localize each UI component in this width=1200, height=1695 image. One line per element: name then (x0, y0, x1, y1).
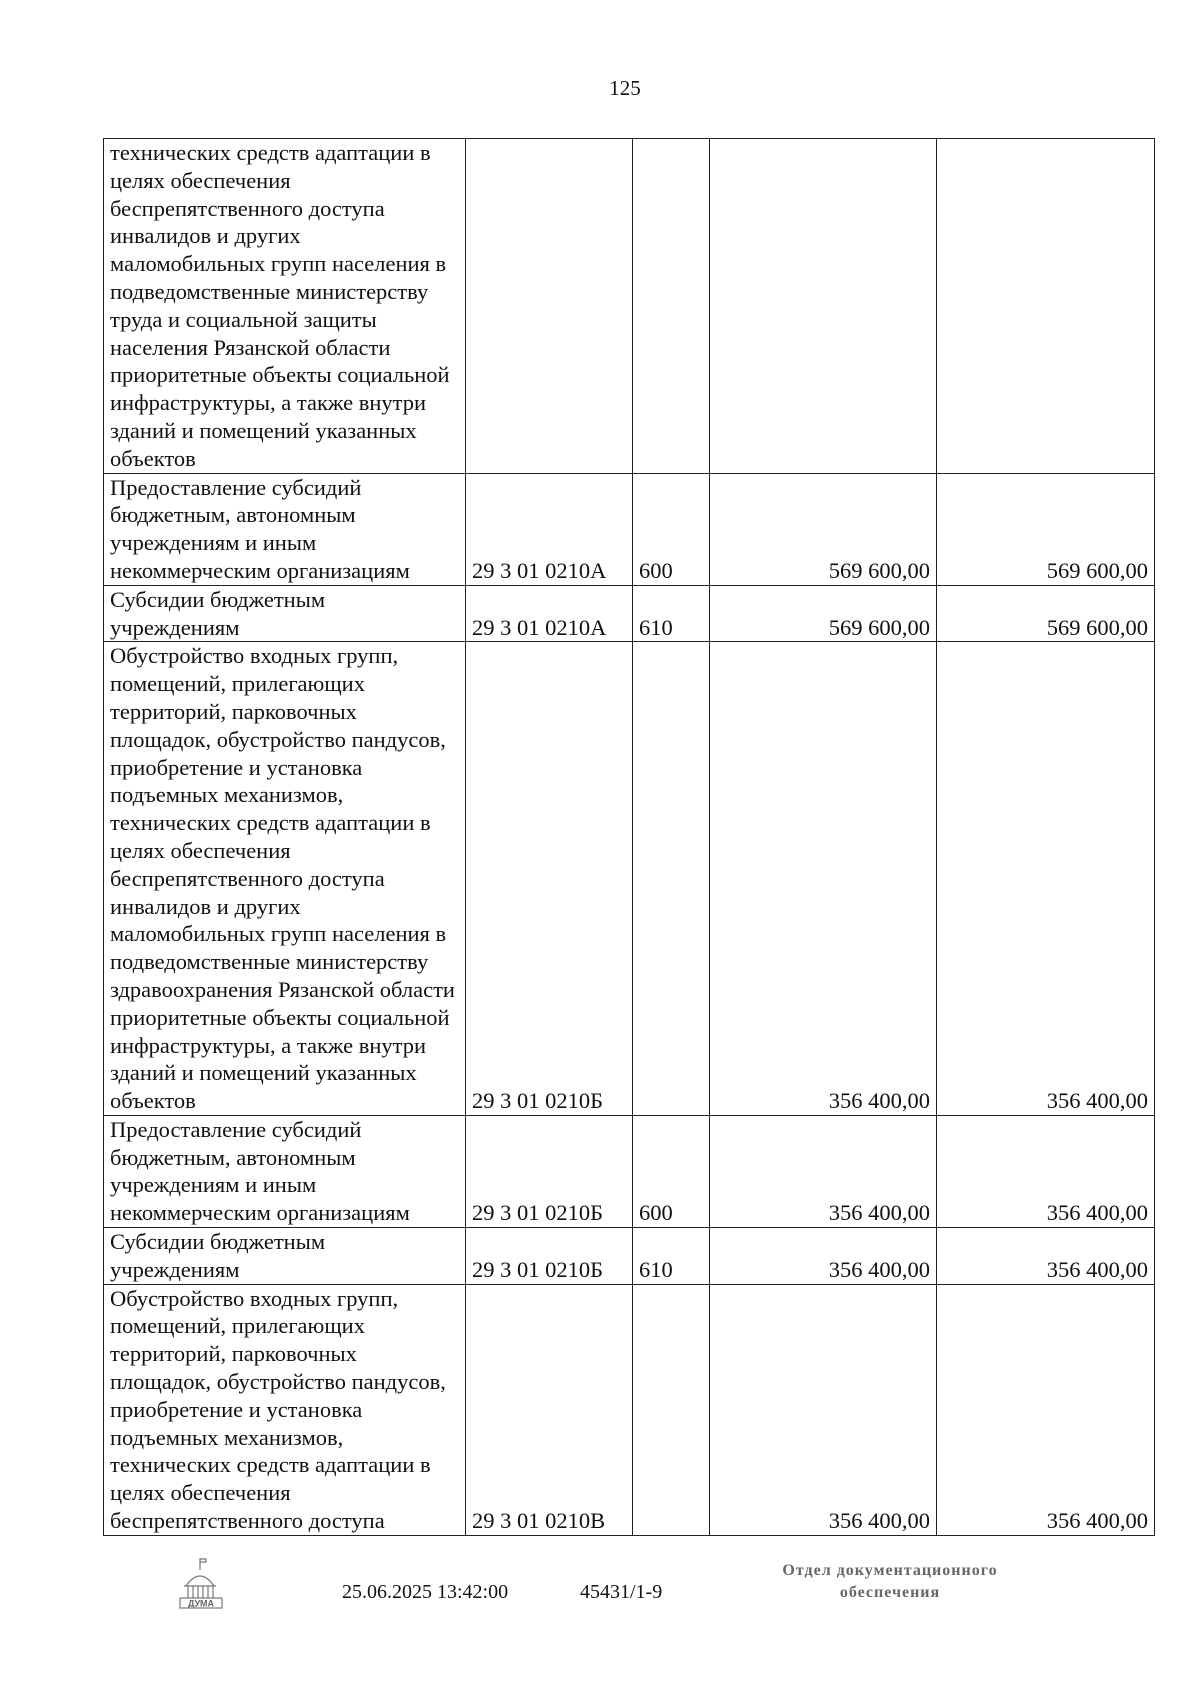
footer-datetime: 25.06.2025 13:42:00 (342, 1581, 509, 1603)
cell-expense-type (633, 1284, 710, 1535)
cell-code: 29 3 01 0210А (466, 585, 633, 642)
cell-expense-type: 610 (633, 585, 710, 642)
cell-amount-2 (937, 139, 1155, 474)
cell-code (466, 139, 633, 474)
table-row (104, 139, 1155, 474)
table-body (104, 139, 1155, 1536)
footer-doc-number: 45431/1-9 (580, 1581, 663, 1603)
cell-amount-2: 356 400,00 (937, 642, 1155, 1116)
stamp-line-1: Отдел документационного (782, 1562, 998, 1579)
cell-code: 29 3 01 0210Б (466, 1115, 633, 1227)
duma-logo (176, 1556, 228, 1614)
cell-amount-1: 356 400,00 (710, 1284, 937, 1535)
cell-amount-2: 356 400,00 (937, 1115, 1155, 1227)
table-row (104, 585, 1155, 642)
stamp-line-2: обеспечения (839, 1584, 941, 1601)
cell-code: 29 3 01 0210В (466, 1284, 633, 1535)
cell-expense-type: 600 (633, 473, 710, 585)
cell-amount-2: 569 600,00 (937, 585, 1155, 642)
cell-name: Субсидии бюджетным учреждениям (104, 1228, 466, 1285)
table-row (104, 642, 1155, 1116)
cell-amount-1: 569 600,00 (710, 473, 937, 585)
cell-amount-1: 356 400,00 (710, 1115, 937, 1227)
cell-name: Обустройство входных групп, помещений, прилегающих территорий, парковочных площадок, обустройство пандусов, приобретение и установка подъемных механизмов, технических средств адаптации в целях обеспечения беспрепятственного доступа инвалидов и других маломобильных групп населения в подведомственные министерству здравоохранения Рязанской области приоритетные объекты социальной инфраструктуры, а также внутри зданий и помещений указанных объектов (104, 642, 466, 1116)
cell-amount-2: 356 400,00 (937, 1284, 1155, 1535)
cell-name: технических средств адаптации в целях обеспечения беспрепятственного доступа инвалидов и других маломобильных групп населения в подведомственные министерству труда и социальной защиты населения Рязанской области приоритетные объекты социальной инфраструктуры, а также внутри зданий и помещений указанных объектов (104, 139, 466, 474)
department-stamp (740, 1560, 1040, 1604)
cell-amount-1: 356 400,00 (710, 642, 937, 1116)
cell-expense-type: 610 (633, 1228, 710, 1285)
budget-table (103, 138, 1155, 1536)
table-row (104, 1115, 1155, 1227)
table-row (104, 473, 1155, 585)
table-row (104, 1228, 1155, 1285)
cell-amount-1 (710, 139, 937, 474)
page-number: 125 (609, 76, 641, 100)
cell-expense-type (633, 139, 710, 474)
cell-amount-1: 356 400,00 (710, 1228, 937, 1285)
cell-expense-type: 600 (633, 1115, 710, 1227)
logo-text: ДУМА (187, 1598, 215, 1609)
cell-amount-2: 569 600,00 (937, 473, 1155, 585)
cell-code: 29 3 01 0210Б (466, 642, 633, 1116)
cell-expense-type (633, 642, 710, 1116)
cell-name: Субсидии бюджетным учреждениям (104, 585, 466, 642)
cell-code: 29 3 01 0210Б (466, 1228, 633, 1285)
cell-amount-2: 356 400,00 (937, 1228, 1155, 1285)
table-row (104, 1284, 1155, 1535)
cell-code: 29 3 01 0210А (466, 473, 633, 585)
cell-name: Предоставление субсидий бюджетным, автономным учреждениям и иным некоммерческим организациям (104, 1115, 466, 1227)
cell-amount-1: 569 600,00 (710, 585, 937, 642)
cell-name: Предоставление субсидий бюджетным, автономным учреждениям и иным некоммерческим организациям (104, 473, 466, 585)
cell-name: Обустройство входных групп, помещений, прилегающих территорий, парковочных площадок, обустройство пандусов, приобретение и установка подъемных механизмов, технических средств адаптации в целях обеспечения беспрепятственного доступа (104, 1284, 466, 1535)
